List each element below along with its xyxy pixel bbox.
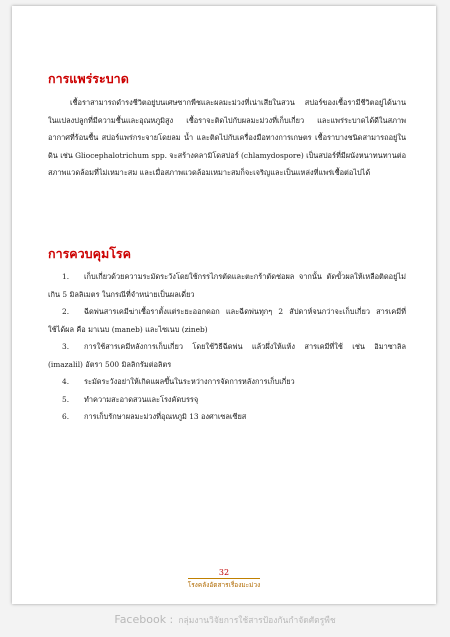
step-text: ระมัดระวังอย่าให้เกิดแผลขึ้นในระหว่างการจัดการหลังการเก็บเกี่ยว <box>84 377 295 386</box>
watermark-label: Facebook : <box>114 613 174 626</box>
step-text: การใช้สารเคมีหลังการเก็บเกี่ยว โดยใช้วิธีฉีดพ่น แล้วผึ่งให้แห้ง สารเคมีที่ใช้ เช่น อิมาซาลิล (imazalil) อัตรา 500 มิลลิกรัมต่อลิตร <box>48 342 406 369</box>
step-text: ฉีดพ่นสารเคมีฆ่าเชื้อราตั้งแต่ระยะออกดอก และฉีดพ่นทุกๆ 2 สัปดาห์จนกว่าจะเก็บเกี่ยว สารเคมีที่ใช้ได้ผล คือ มาเนบ (maneb) และไซเนบ (zineb) <box>48 307 406 334</box>
page-footer <box>12 568 436 590</box>
footer-organization: โรงคลังอัตสารเรื่องมะม่วง <box>187 581 261 589</box>
document-page <box>12 6 436 604</box>
control-steps-list <box>48 268 406 426</box>
footer-divider <box>188 578 260 579</box>
spread-paragraph <box>48 94 406 182</box>
step-number: 6. <box>62 412 70 421</box>
control-step <box>48 303 406 338</box>
step-number: 1. <box>62 272 70 281</box>
section-heading-control: การควบคุมโรค <box>48 246 132 261</box>
step-text: เก็บเกี่ยวด้วยความระมัดระวังโดยใช้กรรไกรตัดและตะกร้าตัดช่อผล จากนั้น ตัดขั้วผลให้เหลือติดอยู่ไม่เกิน 5 มิลลิเมตร ในกรณีที่จำหน่ายเป็นผลเดี่ยว <box>48 272 406 299</box>
section-heading-spread: การแพร่ระบาด <box>48 71 129 86</box>
facebook-watermark <box>0 608 450 627</box>
control-step <box>48 268 406 303</box>
control-step <box>48 408 406 426</box>
control-step <box>48 373 406 391</box>
page-number: 32 <box>218 568 230 577</box>
control-step <box>48 391 406 409</box>
step-text: การเก็บรักษาผลมะม่วงที่อุณหภูมิ 13 องศาเซลเซียส <box>84 412 247 421</box>
step-text: ทำความสะอาดสวนและโรงคัดบรรจุ <box>84 394 199 404</box>
step-number: 5. <box>62 394 70 404</box>
step-number: 4. <box>62 377 70 386</box>
step-number: 3. <box>62 342 70 351</box>
spread-paragraph-text: เชื้อราสามารถดำรงชีวิตอยู่บนเศษซากพืชและผลมะม่วงที่เน่าเสียในสวน สปอร์ของเชื้อรามีชีวิตอยู่ได้นานในแปลงปลูกที่มีความชื้นและอุณหภูมิสูง เชื้อราจะติดไปกับผลมะม่วงที่เก็บเกี่ยว และแพร่ระบาดได้ดีในสภาพอากาศที่ร้อนชื้น สปอร์แพร่กระจายโดยลม น้ำ และติดไปกับเครื่องมือทางการเกษตร เชื้อราบางชนิดสามารถอยู่ในดิน เช่น Gliocephalotrichum spp. จะสร้างคลามิโดสปอร์ (chlamydospore) เป็นสปอร์ที่มีผนังหนาทนทานต่อสภาพแวดล้อมที่ไม่เหมาะสม และเมื่อสภาพแวดล้อมเหมาะสมก็จะเจริญและเป็นแหล่งที่แพร่เชื้อต่อไปได้ <box>48 98 407 177</box>
watermark-text: กลุ่มงานวิจัยการใช้สารป้องกันกำจัดศัตรูพืช <box>178 616 336 626</box>
step-number: 2. <box>62 307 70 316</box>
control-step <box>48 338 406 373</box>
